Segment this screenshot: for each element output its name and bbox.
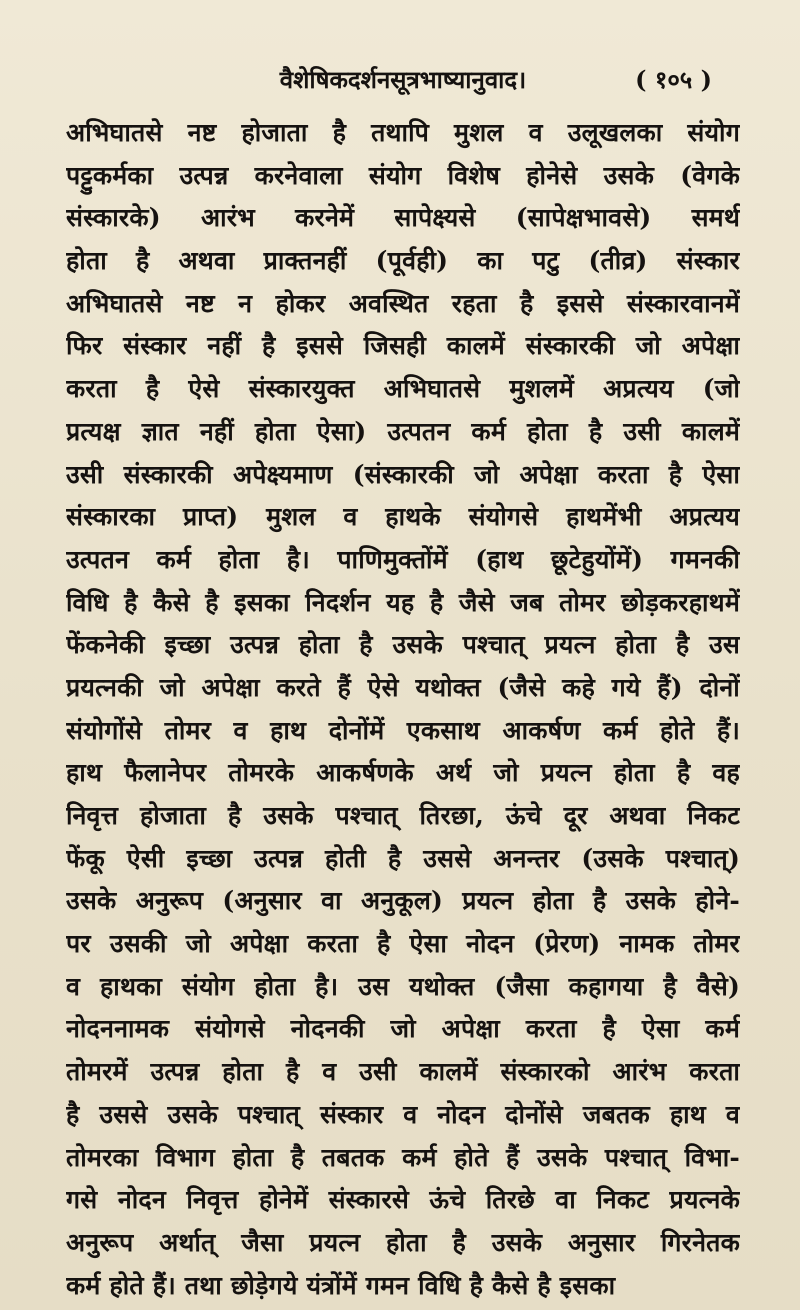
- text-line: फिर संस्कार नहीं है इससे जिसही कालमें संस्कारकी जो अपेक्षा: [66, 331, 740, 361]
- text-line: व हाथका संयोग होता है। उस यथोक्त (जैसा कहागया है वैसे): [66, 971, 740, 1001]
- text-line: निवृत्त होजाता है उसके पश्चात् तिरछा, ऊंचे दूर अथवा निकट: [66, 801, 740, 830]
- text-line: नोदननामक संयोगसे नोदनकी जो अपेक्षा करता है ऐसा कर्म: [66, 1014, 740, 1044]
- text-line: पर उसकी जो अपेक्षा करता है ऐसा नोदन (प्रेरण) नामक तोमर: [66, 929, 740, 959]
- text-line: करता है ऐसे संस्कारयुक्त अभिघातसे मुशलमें अप्रत्यय (जो: [66, 374, 740, 404]
- running-title: वैशेषिकदर्शनसूत्रभाष्यानुवाद।: [279, 65, 527, 94]
- text-line: पट्टुकर्मका उत्पन्न करनेवाला संयोग विशेष होनेसे उसके (वेगके: [66, 160, 740, 190]
- text-line: उसके अनुरूप (अनुसार वा अनुकूल) प्रयत्न होता है उसके होने-: [66, 886, 740, 916]
- page-number: ( १०५ ): [635, 65, 712, 94]
- text-line: तोमरमें उत्पन्न होता है व उसी कालमें संस्कारको आरंभ करता: [66, 1057, 740, 1087]
- running-header: [66, 58, 740, 102]
- text-line: अनुरूप अर्थात् जैसा प्रयत्न होता है उसके अनुसार गिरनेतक: [66, 1227, 740, 1257]
- text-line: उत्पतन कर्म होता है। पाणिमुक्तोंमें (हाथ छूटेहुयोंमें) गमनकी: [66, 544, 740, 574]
- text-line: विधि है कैसे है इसका निदर्शन यह है जैसे जब तोमर छोड़करहाथमें: [66, 587, 740, 617]
- text-line: हाथ फैलानेपर तोमरके आकर्षणके अर्थ जो प्रयत्न होता है वह: [66, 758, 740, 788]
- text-line: प्रत्यक्ष ज्ञात नहीं होता ऐसा) उत्पतन कर्म होता है उसी कालमें: [66, 416, 740, 446]
- text-line: फेंकू ऐसी इच्छा उत्पन्न होती है उससे अनन्तर (उसके पश्चात्): [66, 843, 740, 873]
- text-line: तोमरका विभाग होता है तबतक कर्म होते हैं उसके पश्चात् विभा-: [66, 1142, 740, 1172]
- text-line: फेंकनेकी इच्छा उत्पन्न होता है उसके पश्चात् प्रयत्न होता है उस: [66, 630, 740, 660]
- text-line: उसी संस्कारकी अपेक्ष्यमाण (संस्कारकी जो अपेक्षा करता है ऐसा: [66, 459, 740, 489]
- text-line: है उससे उसके पश्चात् संस्कार व नोदन दोनोंसे जबतक हाथ व: [66, 1099, 740, 1129]
- text-line: कर्म होते हैं। तथा छोड़ेगये यंत्रोंमें गमन विधि है कैसे है इसका: [66, 1270, 616, 1300]
- text-line: होता है अथवा प्राक्तनहीं (पूर्वही) का पटु (तीव्र) संस्कार: [66, 246, 740, 276]
- body-text: [66, 112, 740, 1307]
- text-line: अभिघातसे नष्ट होजाता है तथापि मुशल व उलूखलका संयोग: [66, 118, 740, 147]
- text-line: संयोगोंसे तोमर व हाथ दोनोंमें एकसाथ आकर्षण कर्म होते हैं।: [66, 715, 740, 745]
- text-line: अभिघातसे नष्ट न होकर अवस्थित रहता है इससे संस्कारवानमें: [66, 288, 740, 318]
- text-line: प्रयत्नकी जो अपेक्षा करते हैं ऐसे यथोक्त (जैसे कहे गये हैं) दोनों: [66, 672, 740, 702]
- text-line: गसे नोदन निवृत्त होनेमें संस्कारसे ऊंचे तिरछे वा निकट प्रयत्नके: [66, 1185, 740, 1215]
- text-line: संस्कारका प्राप्त) मुशल व हाथके संयोगसे हाथमेंभी अप्रत्यय: [66, 502, 740, 532]
- text-line: संस्कारके) आरंभ करनेमें सापेक्ष्यसे (सापेक्षभावसे) समर्थ: [66, 203, 740, 233]
